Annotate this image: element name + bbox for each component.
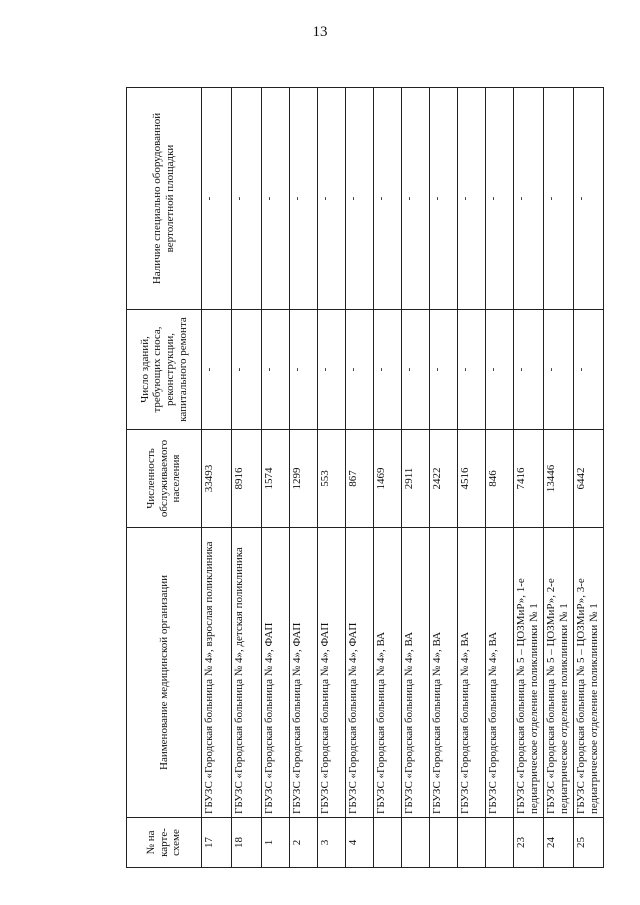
cell-buildings: - <box>346 310 374 430</box>
cell-helipad: - <box>430 88 458 310</box>
cell-num: 4 <box>346 818 374 868</box>
cell-helipad: - <box>232 88 262 310</box>
cell-name: ГБУЗС «Городская больница № 4», ФАП <box>262 528 290 818</box>
cell-num: 1 <box>262 818 290 868</box>
medical-organizations-table <box>126 87 604 868</box>
table-row <box>430 88 458 868</box>
table-row <box>486 88 514 868</box>
header-population: Численность обслуживаемого населения <box>127 430 202 528</box>
table-row <box>232 88 262 868</box>
cell-num: 24 <box>544 818 574 868</box>
cell-buildings: - <box>430 310 458 430</box>
cell-buildings: - <box>544 310 574 430</box>
cell-helipad: - <box>318 88 346 310</box>
cell-num <box>486 818 514 868</box>
cell-helipad: - <box>574 88 604 310</box>
cell-buildings: - <box>202 310 232 430</box>
table-row <box>374 88 402 868</box>
cell-num <box>374 818 402 868</box>
cell-helipad: - <box>374 88 402 310</box>
cell-population: 1299 <box>290 430 318 528</box>
cell-name: ГБУЗС «Городская больница № 5 – ЦОЗМиР», 3-е педиатрическое отделение поликлиники № 1 <box>574 528 604 818</box>
cell-name: ГБУЗС «Городская больница № 5 – ЦОЗМиР», 2-е педиатрическое отделение поликлиники № 1 <box>544 528 574 818</box>
table-row <box>262 88 290 868</box>
table-row <box>574 88 604 868</box>
table-row <box>290 88 318 868</box>
page-number: 13 <box>312 24 328 40</box>
table-header-row <box>127 88 202 868</box>
cell-population: 1574 <box>262 430 290 528</box>
table-row <box>202 88 232 868</box>
table-row <box>514 88 544 868</box>
cell-num: 3 <box>318 818 346 868</box>
cell-name: ГБУЗС «Городская больница № 4», ФАП <box>346 528 374 818</box>
cell-helipad: - <box>514 88 544 310</box>
cell-population: 1469 <box>374 430 402 528</box>
cell-num: 25 <box>574 818 604 868</box>
cell-num: 2 <box>290 818 318 868</box>
cell-helipad: - <box>346 88 374 310</box>
cell-population: 553 <box>318 430 346 528</box>
cell-population: 2422 <box>430 430 458 528</box>
cell-buildings: - <box>514 310 544 430</box>
cell-population: 8916 <box>232 430 262 528</box>
cell-buildings: - <box>374 310 402 430</box>
rotated-table-block <box>126 88 618 868</box>
cell-helipad: - <box>290 88 318 310</box>
cell-buildings: - <box>290 310 318 430</box>
cell-name: ГБУЗС «Городская больница № 4», ВА <box>458 528 486 818</box>
cell-buildings: - <box>232 310 262 430</box>
cell-buildings: - <box>574 310 604 430</box>
cell-helipad: - <box>402 88 430 310</box>
cell-population: 4516 <box>458 430 486 528</box>
cell-helipad: - <box>486 88 514 310</box>
header-buildings: Число зданий, требующих сноса, реконструкции, капитального ремонта <box>127 310 202 430</box>
table-row <box>402 88 430 868</box>
cell-num: 17 <box>202 818 232 868</box>
cell-buildings: - <box>458 310 486 430</box>
cell-buildings: - <box>402 310 430 430</box>
cell-name: ГБУЗС «Городская больница № 4», детская поликлиника <box>232 528 262 818</box>
header-helipad: Наличие специально оборудованной вертолетной площадки <box>127 88 202 310</box>
cell-helipad: - <box>262 88 290 310</box>
header-organization-name: Наименование медицинской организации <box>127 528 202 818</box>
cell-population: 33493 <box>202 430 232 528</box>
header-map-number: № на карте-схеме <box>127 818 202 868</box>
cell-num: 23 <box>514 818 544 868</box>
table-row <box>318 88 346 868</box>
cell-helipad: - <box>202 88 232 310</box>
cell-population: 13446 <box>544 430 574 528</box>
cell-num <box>458 818 486 868</box>
cell-name: ГБУЗС «Городская больница № 5 – ЦОЗМиР», 1-е педиатрическое отделение поликлиники № 1 <box>514 528 544 818</box>
cell-buildings: - <box>486 310 514 430</box>
cell-name: ГБУЗС «Городская больница № 4», ВА <box>486 528 514 818</box>
cell-buildings: - <box>262 310 290 430</box>
cell-num <box>402 818 430 868</box>
cell-num: 18 <box>232 818 262 868</box>
cell-name: ГБУЗС «Городская больница № 4», ВА <box>374 528 402 818</box>
cell-name: ГБУЗС «Городская больница № 4», взрослая поликлиника <box>202 528 232 818</box>
table-row <box>458 88 486 868</box>
cell-buildings: - <box>318 310 346 430</box>
cell-helipad: - <box>458 88 486 310</box>
cell-population: 2911 <box>402 430 430 528</box>
cell-population: 6442 <box>574 430 604 528</box>
cell-name: ГБУЗС «Городская больница № 4», ФАП <box>318 528 346 818</box>
cell-name: ГБУЗС «Городская больница № 4», ФАП <box>290 528 318 818</box>
cell-population: 846 <box>486 430 514 528</box>
table-row <box>346 88 374 868</box>
cell-num <box>430 818 458 868</box>
cell-name: ГБУЗС «Городская больница № 4», ВА <box>402 528 430 818</box>
cell-population: 867 <box>346 430 374 528</box>
table-row <box>544 88 574 868</box>
cell-helipad: - <box>544 88 574 310</box>
cell-name: ГБУЗС «Городская больница № 4», ВА <box>430 528 458 818</box>
cell-population: 7416 <box>514 430 544 528</box>
